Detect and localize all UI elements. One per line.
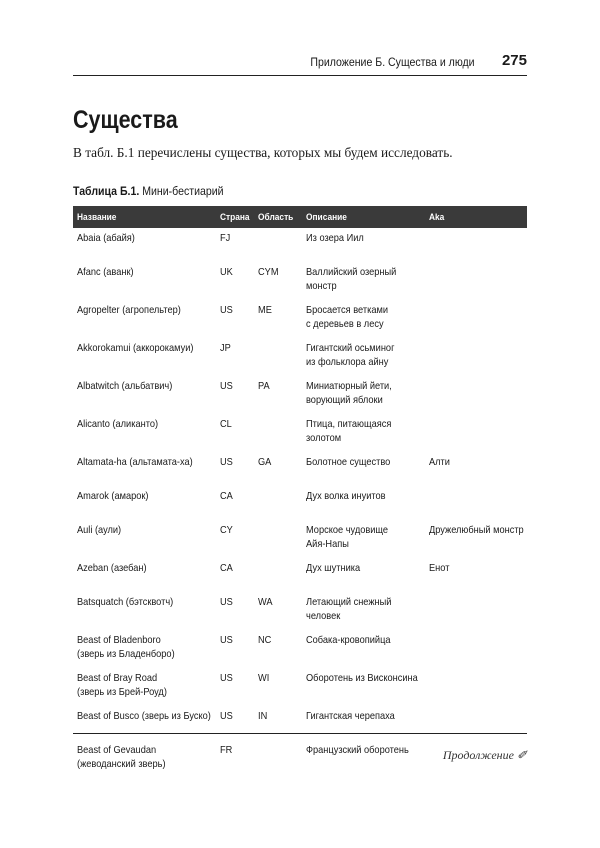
name-line-1: Afanc (аванк) bbox=[77, 266, 134, 278]
description-line-1: Бросается ветками bbox=[306, 304, 389, 316]
cell-description bbox=[302, 228, 425, 262]
cell-description bbox=[302, 376, 425, 414]
description-line-2: из фольклора айну bbox=[306, 356, 389, 368]
country-value: CA bbox=[220, 490, 233, 502]
description-line-2: ворующий яблоки bbox=[306, 394, 383, 406]
cell-name bbox=[73, 558, 216, 592]
cell-country bbox=[216, 668, 254, 706]
cell-name bbox=[73, 300, 216, 338]
header-divider bbox=[73, 75, 527, 76]
country-value: CY bbox=[220, 524, 233, 536]
name-line-2: (зверь из Бладенборо) bbox=[77, 648, 175, 660]
description-line-2: монстр bbox=[306, 280, 337, 292]
description-line-1: Болотное существо bbox=[306, 456, 391, 468]
area-value: WI bbox=[258, 672, 270, 684]
name-line-1: Azeban (азебан) bbox=[77, 562, 147, 574]
cell-aka bbox=[425, 262, 527, 300]
country-value: UK bbox=[220, 266, 233, 278]
table-row bbox=[73, 452, 527, 486]
table-row bbox=[73, 630, 527, 668]
country-value: US bbox=[220, 672, 233, 684]
description-line-1: Собака-кровопийца bbox=[306, 634, 391, 646]
country-value: US bbox=[220, 380, 233, 392]
cell-area bbox=[254, 668, 302, 706]
name-line-1: Beast of Bray Road bbox=[77, 672, 158, 684]
name-line-1: Abaia (абайя) bbox=[77, 232, 135, 244]
cell-description bbox=[302, 414, 425, 452]
cell-country bbox=[216, 520, 254, 558]
cell-description bbox=[302, 668, 425, 706]
cell-aka bbox=[425, 452, 527, 486]
cell-country bbox=[216, 300, 254, 338]
cell-area bbox=[254, 452, 302, 486]
description-line-1: Дух шутника bbox=[306, 562, 361, 574]
description-line-2: Айя-Напы bbox=[306, 538, 349, 550]
cell-area bbox=[254, 376, 302, 414]
col-header-country: Страна bbox=[216, 206, 254, 228]
cell-country bbox=[216, 376, 254, 414]
country-value: CL bbox=[220, 418, 232, 430]
name-line-2: (зверь из Брей-Роуд) bbox=[77, 686, 167, 698]
country-value: FJ bbox=[220, 232, 231, 244]
name-line-2: (жеводанский зверь) bbox=[77, 758, 166, 770]
intro-paragraph: В табл. Б.1 перечислены существа, которых мы будем исследовать. bbox=[73, 145, 453, 160]
description-line-1: Оборотень из Висконсина bbox=[306, 672, 418, 684]
cell-area bbox=[254, 630, 302, 668]
cell-area bbox=[254, 740, 302, 778]
bestiary-table bbox=[73, 206, 527, 778]
cell-name bbox=[73, 740, 216, 778]
cell-country bbox=[216, 558, 254, 592]
cell-aka bbox=[425, 300, 527, 338]
aka-value: Алти bbox=[429, 456, 450, 468]
cell-description bbox=[302, 452, 425, 486]
cell-country bbox=[216, 486, 254, 520]
description-line-1: Морское чудовище bbox=[306, 524, 389, 536]
cell-aka bbox=[425, 486, 527, 520]
cell-country bbox=[216, 740, 254, 778]
cell-description bbox=[302, 740, 425, 778]
table-row bbox=[73, 228, 527, 262]
name-line-1: Altamata-ha (альтамата-ха) bbox=[77, 456, 193, 468]
name-line-1: Akkorokamui (аккорокамуи) bbox=[77, 342, 194, 354]
cell-area bbox=[254, 592, 302, 630]
cell-country bbox=[216, 630, 254, 668]
description-line-1: Дух волка инуитов bbox=[306, 490, 386, 502]
cell-area bbox=[254, 486, 302, 520]
table-bottom-divider bbox=[73, 733, 527, 734]
table-row bbox=[73, 414, 527, 452]
cell-description bbox=[302, 520, 425, 558]
area-value: WA bbox=[258, 596, 273, 608]
table-row bbox=[73, 668, 527, 706]
cell-aka bbox=[425, 520, 527, 558]
cell-description bbox=[302, 592, 425, 630]
cell-name bbox=[73, 592, 216, 630]
col-header-aka: Aka bbox=[425, 206, 527, 228]
description-line-2: золотом bbox=[306, 432, 342, 444]
table-row bbox=[73, 706, 527, 740]
area-value: CYM bbox=[258, 266, 279, 278]
description-line-1: Французский оборотень bbox=[306, 744, 409, 756]
table-caption-text: Мини-бестиарий bbox=[142, 184, 224, 198]
cell-aka bbox=[425, 630, 527, 668]
running-header bbox=[73, 52, 527, 72]
country-value: US bbox=[220, 456, 233, 468]
cell-area bbox=[254, 228, 302, 262]
cell-name bbox=[73, 706, 216, 740]
cell-name bbox=[73, 414, 216, 452]
col-header-name: Название bbox=[73, 206, 216, 228]
cell-name bbox=[73, 262, 216, 300]
cell-country bbox=[216, 452, 254, 486]
cell-aka bbox=[425, 228, 527, 262]
country-value: JP bbox=[220, 342, 231, 354]
cell-name bbox=[73, 486, 216, 520]
country-value: US bbox=[220, 596, 233, 608]
description-line-1: Гигантский осьминог bbox=[306, 342, 395, 354]
cell-name bbox=[73, 668, 216, 706]
chapter-title: Приложение Б. Существа и люди bbox=[310, 55, 475, 69]
area-value: IN bbox=[258, 710, 268, 722]
cell-aka bbox=[425, 558, 527, 592]
cell-name bbox=[73, 520, 216, 558]
cell-name bbox=[73, 376, 216, 414]
cell-country bbox=[216, 592, 254, 630]
cell-area bbox=[254, 706, 302, 740]
cell-country bbox=[216, 706, 254, 740]
description-line-1: Гигантская черепаха bbox=[306, 710, 395, 722]
cell-country bbox=[216, 228, 254, 262]
name-line-1: Auli (аули) bbox=[77, 524, 122, 536]
name-line-1: Albatwitch (альбатвич) bbox=[77, 380, 173, 392]
table-row bbox=[73, 486, 527, 520]
table-row bbox=[73, 300, 527, 338]
table-row bbox=[73, 520, 527, 558]
cell-description bbox=[302, 262, 425, 300]
cell-country bbox=[216, 338, 254, 376]
name-line-1: Beast of Gevaudan bbox=[77, 744, 157, 756]
cell-description bbox=[302, 486, 425, 520]
cell-name bbox=[73, 338, 216, 376]
table-caption bbox=[73, 184, 224, 198]
cell-description bbox=[302, 630, 425, 668]
country-value: CA bbox=[220, 562, 233, 574]
description-line-1: Валлийский озерный bbox=[306, 266, 397, 278]
cell-area bbox=[254, 262, 302, 300]
country-value: FR bbox=[220, 744, 233, 756]
table-row bbox=[73, 376, 527, 414]
name-line-1: Alicanto (аликанто) bbox=[77, 418, 159, 430]
description-line-1: Птица, питающаяся bbox=[306, 418, 392, 430]
aka-value: Дружелюбный монстр bbox=[429, 524, 524, 536]
description-line-2: с деревьев в лесу bbox=[306, 318, 384, 330]
cell-aka bbox=[425, 592, 527, 630]
col-header-area: Область bbox=[254, 206, 302, 228]
country-value: US bbox=[220, 304, 233, 316]
cell-country bbox=[216, 262, 254, 300]
table-row bbox=[73, 592, 527, 630]
description-line-1: Миниатюрный йети, bbox=[306, 380, 392, 392]
cell-area bbox=[254, 338, 302, 376]
name-line-1: Beast of Bladenboro bbox=[77, 634, 161, 646]
cell-aka bbox=[425, 414, 527, 452]
name-line-1: Batsquatch (бэтсквотч) bbox=[77, 596, 174, 608]
col-header-description: Описание bbox=[302, 206, 425, 228]
cell-country bbox=[216, 414, 254, 452]
cell-aka bbox=[425, 668, 527, 706]
table-row bbox=[73, 262, 527, 300]
country-value: US bbox=[220, 710, 233, 722]
table-row bbox=[73, 558, 527, 592]
cell-name bbox=[73, 630, 216, 668]
cell-area bbox=[254, 558, 302, 592]
name-line-1: Beast of Busco (зверь из Буско) bbox=[77, 710, 211, 722]
name-line-1: Amarok (амарок) bbox=[77, 490, 149, 502]
description-line-1: Из озера Иил bbox=[306, 232, 364, 244]
cell-aka bbox=[425, 338, 527, 376]
cell-description bbox=[302, 338, 425, 376]
cell-area bbox=[254, 414, 302, 452]
cell-area bbox=[254, 300, 302, 338]
aka-value: Енот bbox=[429, 562, 450, 574]
page-number: 275 bbox=[501, 52, 527, 69]
table-header-row bbox=[73, 206, 527, 228]
continued-note: Продолжение ✐ bbox=[442, 748, 527, 762]
cell-aka bbox=[425, 376, 527, 414]
cell-description bbox=[302, 300, 425, 338]
area-value: ME bbox=[258, 304, 272, 316]
cell-aka bbox=[425, 706, 527, 740]
cell-name bbox=[73, 452, 216, 486]
name-line-1: Agropelter (агропельтер) bbox=[77, 304, 181, 316]
cell-description bbox=[302, 706, 425, 740]
description-line-2: человек bbox=[306, 610, 341, 622]
area-value: GA bbox=[258, 456, 272, 468]
cell-name bbox=[73, 228, 216, 262]
table-row bbox=[73, 338, 527, 376]
country-value: US bbox=[220, 634, 233, 646]
table-caption-label: Таблица Б.1. bbox=[73, 184, 140, 198]
description-line-1: Летающий снежный bbox=[306, 596, 392, 608]
cell-description bbox=[302, 558, 425, 592]
section-title: Существа bbox=[73, 106, 178, 134]
area-value: PA bbox=[258, 380, 270, 392]
area-value: NC bbox=[258, 634, 272, 646]
cell-area bbox=[254, 520, 302, 558]
